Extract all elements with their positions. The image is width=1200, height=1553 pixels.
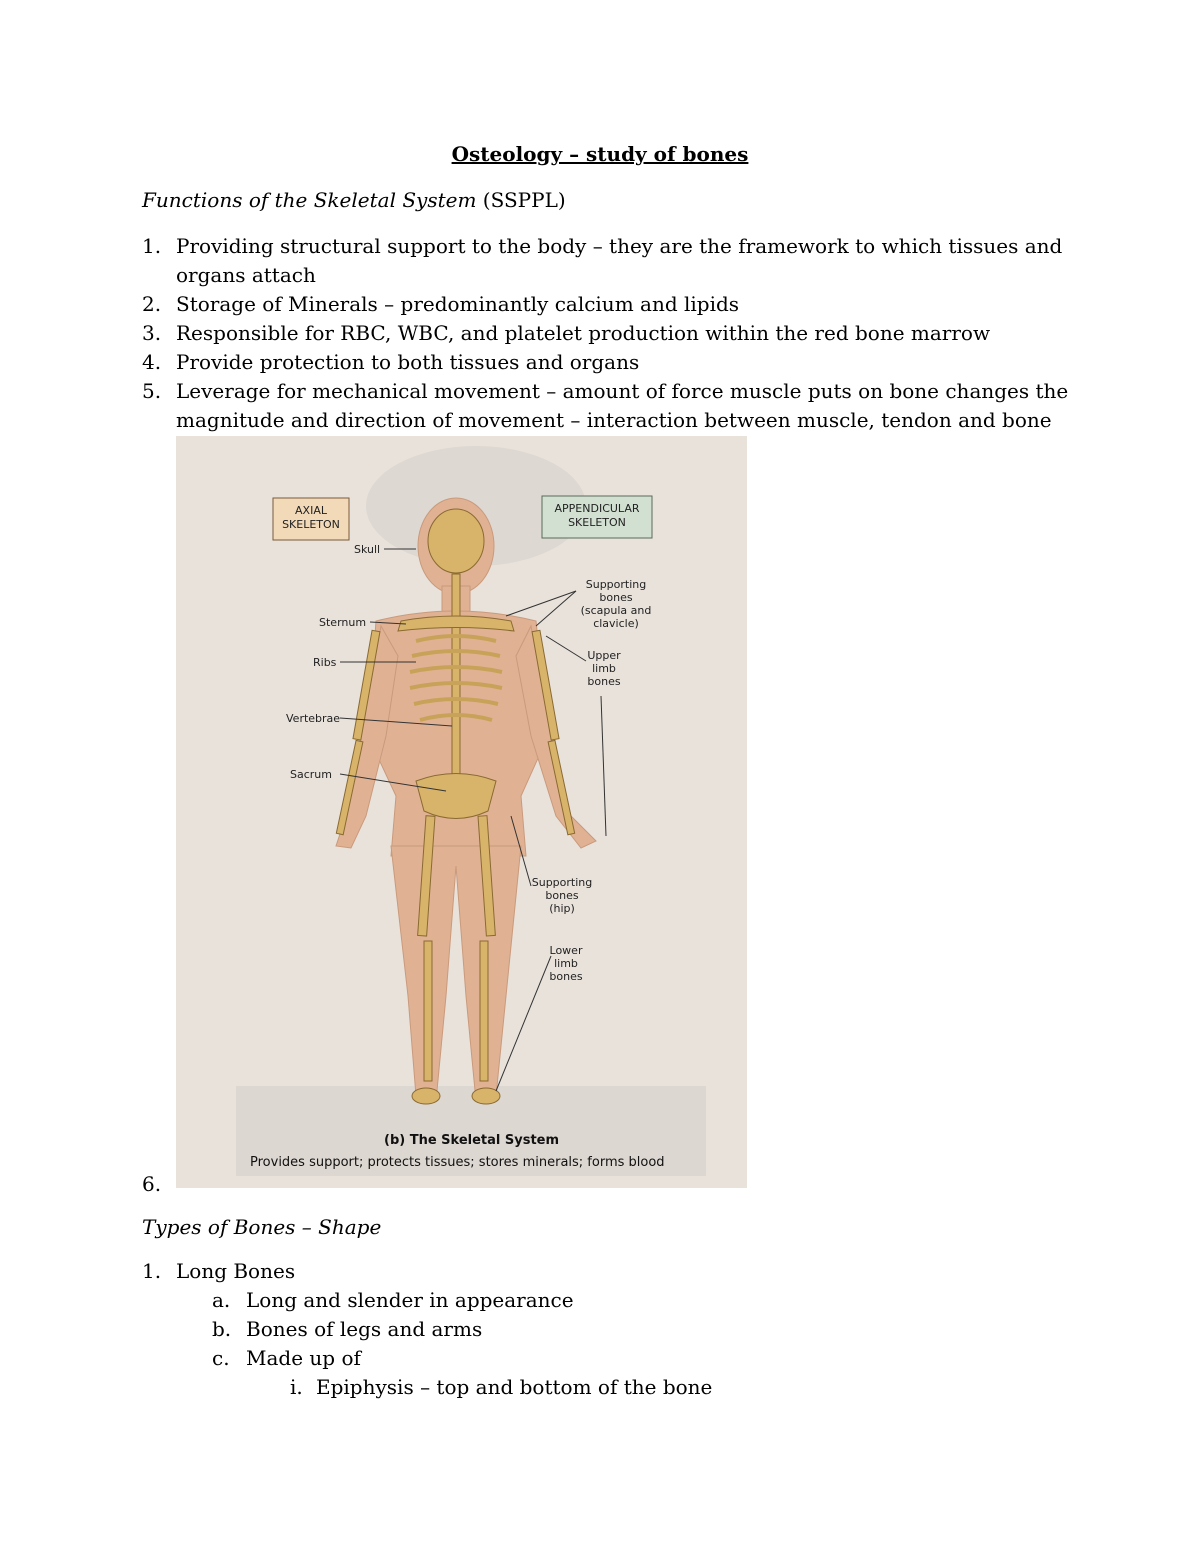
label-supporting-shoulder: bones: [599, 591, 633, 604]
label-ribs: Ribs: [313, 656, 337, 669]
list-number: 4.: [142, 350, 162, 374]
sublist-item-text: Made up of: [246, 1346, 361, 1370]
sublist-letter: a.: [212, 1288, 231, 1312]
label-supporting-shoulder: (scapula and: [580, 604, 652, 617]
label-upper-limb: limb: [592, 662, 616, 675]
sublist-letter: c.: [212, 1346, 230, 1370]
sublist-item-text: Bones of legs and arms: [246, 1317, 483, 1341]
sublist-item-text: Long and slender in appearance: [246, 1288, 574, 1312]
label-supporting-hip: bones: [545, 889, 579, 902]
label-supporting-hip: (hip): [549, 902, 575, 915]
sublist-letter: b.: [212, 1317, 232, 1341]
label-upper-limb: Upper: [587, 649, 621, 662]
label-skull: Skull: [354, 543, 381, 556]
label-supporting-hip: Supporting: [531, 876, 593, 889]
label-sternum: Sternum: [319, 616, 367, 629]
skeleton-illustration: [176, 436, 747, 1188]
functions-heading-acronym: (SSPPL): [476, 188, 566, 212]
label-supporting-shoulder: Supporting: [585, 578, 647, 591]
pelvis-shape: [416, 774, 496, 819]
appendicular-box-line1: APPENDICULAR: [554, 502, 640, 515]
label-lower-limb: limb: [554, 957, 578, 970]
list-number: 1.: [142, 234, 162, 258]
list-number: 1.: [142, 1259, 162, 1283]
subsublist-numeral: i.: [290, 1375, 303, 1399]
list-number: 5.: [142, 379, 162, 403]
list-item-text: Providing structural support to the body – they are the framework to which tissues and: [176, 234, 1063, 258]
appendicular-box-line2: SKELETON: [568, 516, 626, 529]
list-number: 3.: [142, 321, 162, 345]
list-item-text: organs attach: [176, 263, 316, 287]
figure-caption-title: (b) The Skeletal System: [384, 1133, 560, 1148]
skeletal-system-figure: [176, 436, 747, 1188]
axial-box-line2: SKELETON: [282, 518, 340, 531]
subsublist-item-text: Epiphysis – top and bottom of the bone: [316, 1375, 713, 1399]
functions-heading: [142, 186, 566, 215]
label-upper-limb: bones: [587, 675, 621, 688]
list-item-text: Long Bones: [176, 1259, 296, 1283]
page-title: Osteology – study of bones: [451, 142, 749, 166]
list-item-text: Storage of Minerals – predominantly calcium and lipids: [176, 292, 740, 316]
label-lower-limb: Lower: [549, 944, 583, 957]
types-heading-text: Types of Bones – Shape: [142, 1215, 382, 1239]
label-vertebrae: Vertebrae: [286, 712, 341, 725]
label-supporting-shoulder: clavicle): [593, 617, 639, 630]
functions-heading-italic: Functions of the Skeletal System: [142, 188, 477, 212]
figure-caption-text: Provides support; protects tissues; stores minerals; forms blood: [250, 1155, 665, 1170]
skull-shape: [428, 509, 484, 573]
list-item-text: Provide protection to both tissues and organs: [176, 350, 640, 374]
axial-box-line1: AXIAL: [295, 504, 327, 517]
list-item-text: magnitude and direction of movement – interaction between muscle, tendon and bone: [176, 408, 1052, 432]
list-number: 2.: [142, 292, 162, 316]
list-item-text: Leverage for mechanical movement – amount of force muscle puts on bone changes the: [176, 379, 1069, 403]
types-heading: [142, 1213, 381, 1242]
list-item-text: Responsible for RBC, WBC, and platelet production within the red bone marrow: [176, 321, 991, 345]
label-sacrum: Sacrum: [290, 768, 332, 781]
label-lower-limb: bones: [549, 970, 583, 983]
list-number: 6.: [142, 1172, 162, 1196]
